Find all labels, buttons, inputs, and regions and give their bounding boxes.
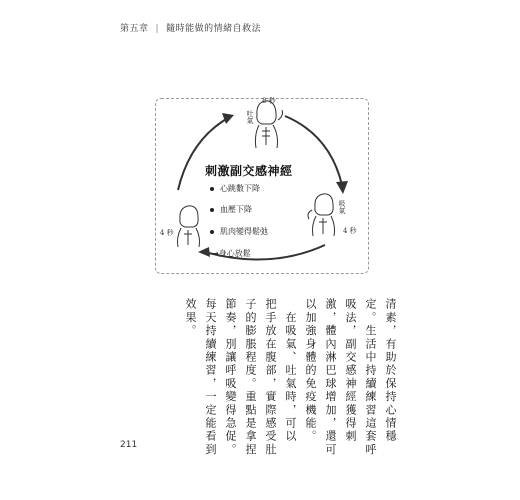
text-column: 清素，有助於保持心情穩: [384, 298, 397, 444]
cycle-arrow-top-right: [285, 116, 342, 185]
chapter-label: 第五章: [120, 24, 149, 34]
exhale-duration-label: 8 秒: [262, 97, 276, 105]
bullet-icon: [210, 230, 214, 234]
text-column: 以加強身體的免疫機能。: [304, 298, 317, 444]
cycle-arrow-top-left: [178, 118, 228, 190]
exhale-action-label: 吐氣: [246, 110, 254, 124]
text-column: 每天持續練習，一定能看到: [204, 298, 217, 457]
chapter-title: 隨時能做的情緒自救法: [166, 24, 262, 34]
text-column: 吸法，副交感神經獲得刺: [344, 298, 357, 444]
person-inhaling-illustration: [308, 194, 335, 236]
figure-title: 刺激副交感神經: [205, 164, 293, 178]
arrowhead-bottom: [198, 247, 210, 257]
text-column: 子的膨脹程度。重點是拿捏: [244, 298, 257, 457]
text-column: 把手放在腹部，實際感受肚: [264, 298, 277, 457]
text-column: 效果。: [184, 298, 197, 338]
bullet-icon: [210, 208, 214, 212]
arrowhead-top-right: [336, 181, 348, 194]
header-separator: |: [155, 24, 160, 34]
text-column: 在吸氣、吐氣時，可以: [284, 298, 297, 444]
inhale-duration-label: 4 秒: [343, 227, 357, 235]
person-holding-breath-illustration: [177, 206, 199, 247]
effect-result: →身心放鬆: [212, 249, 251, 258]
bullet-icon: [210, 187, 214, 191]
page-number: 211: [120, 440, 138, 450]
text-column: 激，體內淋巴球增加，還可: [324, 298, 337, 457]
effect-item: 血壓下降: [210, 204, 252, 215]
person-exhaling-illustration: [255, 101, 282, 148]
text-column: 定。生活中持續練習這套呼: [364, 298, 377, 457]
text-column: 節奏，別讓呼吸變得急促。: [224, 298, 237, 457]
hold-duration-label: 4 秒: [160, 229, 174, 237]
effect-item: 肌肉變得鬆弛: [210, 226, 268, 237]
inhale-action-label: 吸氣: [338, 200, 346, 214]
effect-item: 心跳數下降: [210, 183, 260, 194]
arrowhead-top-left: [222, 113, 234, 124]
